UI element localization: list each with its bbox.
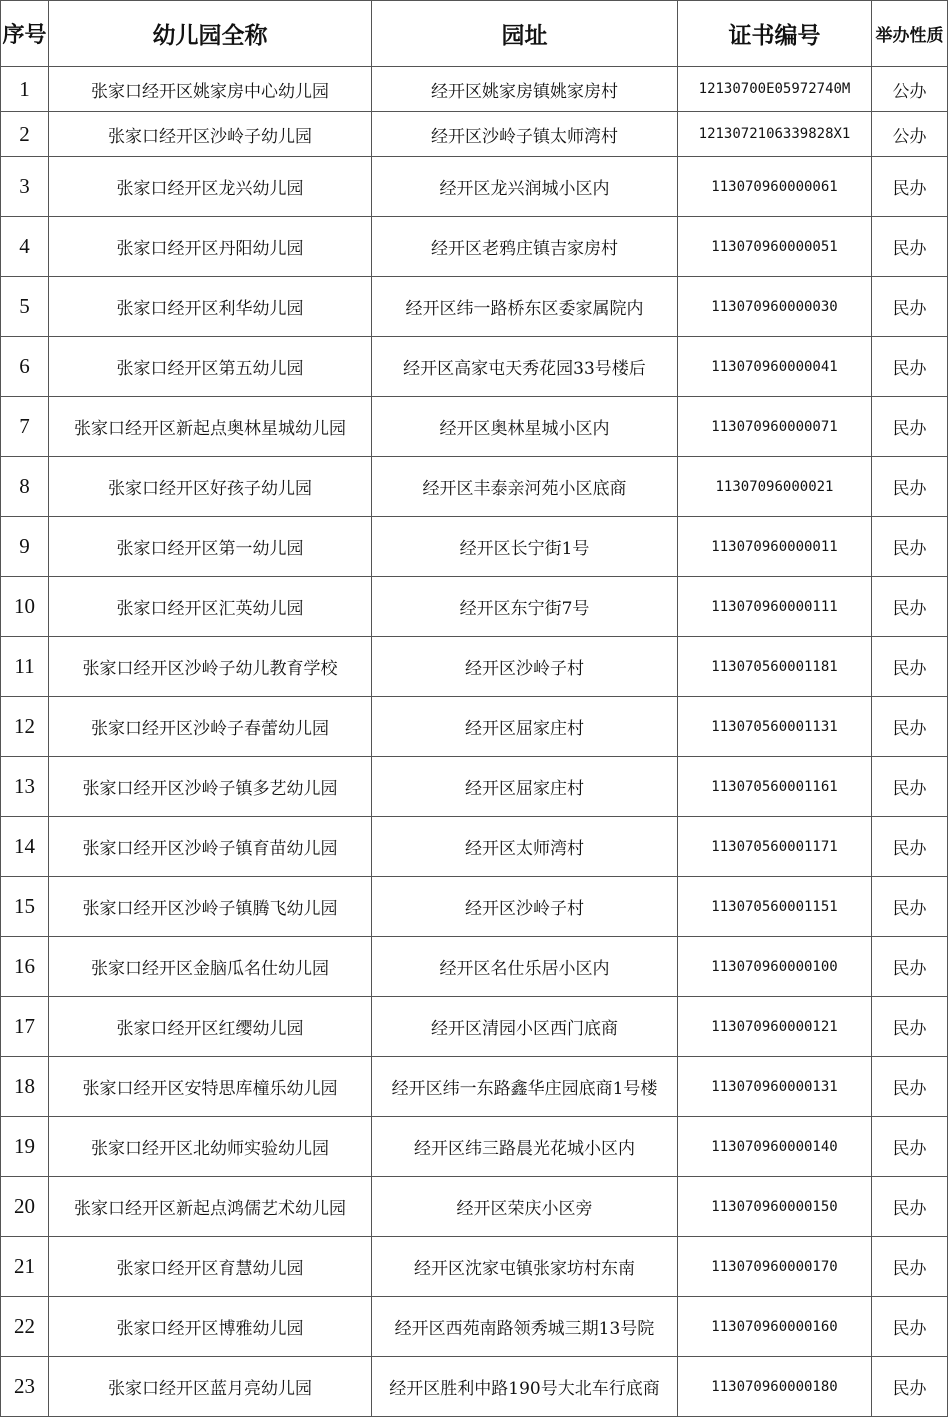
row-ownership-type: 民办 <box>872 457 948 517</box>
header-certificate-number: 证书编号 <box>678 1 872 67</box>
table-row <box>1 877 948 937</box>
row-address: 经开区丰泰亲河苑小区底商 <box>372 457 678 517</box>
row-kindergarten-name: 张家口经开区第一幼儿园 <box>49 517 372 577</box>
row-kindergarten-name: 张家口经开区汇英幼儿园 <box>49 577 372 637</box>
row-address: 经开区名仕乐居小区内 <box>372 937 678 997</box>
row-kindergarten-name: 张家口经开区北幼师实验幼儿园 <box>49 1117 372 1177</box>
row-certificate-number: 113070960000180 <box>678 1357 872 1417</box>
header-kindergarten-name: 幼儿园全称 <box>49 1 372 67</box>
header-serial-number: 序号 <box>1 1 49 67</box>
row-certificate-number: 121307210633982​8X1 <box>678 112 872 157</box>
row-ownership-type: 民办 <box>872 877 948 937</box>
row-kindergarten-name: 张家口经开区蓝月亮幼儿园 <box>49 1357 372 1417</box>
table-row <box>1 1057 948 1117</box>
row-address: 经开区胜利中路190号大北车行底商 <box>372 1357 678 1417</box>
table-row <box>1 217 948 277</box>
row-address: 经开区纬三路晨光花城小区内 <box>372 1117 678 1177</box>
row-certificate-number: 113070960000170 <box>678 1237 872 1297</box>
row-kindergarten-name: 张家口经开区新起点奥林星城幼儿园 <box>49 397 372 457</box>
row-serial-number: 19 <box>1 1117 49 1177</box>
row-certificate-number: 113070960000011 <box>678 517 872 577</box>
row-certificate-number: 113070960000111 <box>678 577 872 637</box>
row-ownership-type: 民办 <box>872 337 948 397</box>
row-kindergarten-name: 张家口经开区沙岭子幼儿园 <box>49 112 372 157</box>
row-certificate-number: 113070960000030 <box>678 277 872 337</box>
table-row <box>1 997 948 1057</box>
row-serial-number: 14 <box>1 817 49 877</box>
row-certificate-number: 113070560001151 <box>678 877 872 937</box>
row-kindergarten-name: 张家口经开区好孩子幼儿园 <box>49 457 372 517</box>
row-ownership-type: 公办 <box>872 112 948 157</box>
row-ownership-type: 民办 <box>872 277 948 337</box>
row-kindergarten-name: 张家口经开区沙岭子镇多艺幼儿园 <box>49 757 372 817</box>
row-address: 经开区沙岭子镇太师湾村 <box>372 112 678 157</box>
row-address: 经开区沙岭子村 <box>372 877 678 937</box>
row-certificate-number: 113070960000121 <box>678 997 872 1057</box>
table-header <box>1 1 948 67</box>
row-address: 经开区太师湾村 <box>372 817 678 877</box>
row-serial-number: 11 <box>1 637 49 697</box>
row-address: 经开区屈家庄村 <box>372 757 678 817</box>
row-ownership-type: 民办 <box>872 397 948 457</box>
row-serial-number: 17 <box>1 997 49 1057</box>
row-kindergarten-name: 张家口经开区沙岭子幼儿教育学校 <box>49 637 372 697</box>
row-address: 经开区长宁街1号 <box>372 517 678 577</box>
row-serial-number: 13 <box>1 757 49 817</box>
row-certificate-number: 113070960000071 <box>678 397 872 457</box>
row-address: 经开区纬一路桥东区委家属院内 <box>372 277 678 337</box>
table-row <box>1 1117 948 1177</box>
row-ownership-type: 民办 <box>872 817 948 877</box>
row-ownership-type: 民办 <box>872 757 948 817</box>
row-serial-number: 21 <box>1 1237 49 1297</box>
row-certificate-number: 113070960000051 <box>678 217 872 277</box>
row-certificate-number: 113070960000160 <box>678 1297 872 1357</box>
row-serial-number: 3 <box>1 157 49 217</box>
table-row <box>1 697 948 757</box>
row-ownership-type: 民办 <box>872 1177 948 1237</box>
row-ownership-type: 公办 <box>872 67 948 112</box>
row-certificate-number: 113070960000140 <box>678 1117 872 1177</box>
row-ownership-type: 民办 <box>872 937 948 997</box>
row-ownership-type: 民办 <box>872 157 948 217</box>
row-address: 经开区屈家庄村 <box>372 697 678 757</box>
row-kindergarten-name: 张家口经开区育慧幼儿园 <box>49 1237 372 1297</box>
table-row <box>1 1297 948 1357</box>
row-ownership-type: 民办 <box>872 637 948 697</box>
row-address: 经开区龙兴润城小区内 <box>372 157 678 217</box>
row-certificate-number: 113070560001181 <box>678 637 872 697</box>
row-serial-number: 23 <box>1 1357 49 1417</box>
row-serial-number: 1 <box>1 67 49 112</box>
row-kindergarten-name: 张家口经开区利华幼儿园 <box>49 277 372 337</box>
row-certificate-number: 12130700E05972740M <box>678 67 872 112</box>
row-certificate-number: 113070960000150 <box>678 1177 872 1237</box>
row-serial-number: 18 <box>1 1057 49 1117</box>
row-certificate-number: 113070560001131 <box>678 697 872 757</box>
row-serial-number: 20 <box>1 1177 49 1237</box>
row-serial-number: 15 <box>1 877 49 937</box>
row-certificate-number: 113070960000041 <box>678 337 872 397</box>
row-certificate-number: 11307096000021 <box>678 457 872 517</box>
row-kindergarten-name: 张家口经开区沙岭子镇育苗幼儿园 <box>49 817 372 877</box>
row-serial-number: 16 <box>1 937 49 997</box>
row-serial-number: 4 <box>1 217 49 277</box>
row-serial-number: 5 <box>1 277 49 337</box>
row-kindergarten-name: 张家口经开区红缨幼儿园 <box>49 997 372 1057</box>
header-address: 园址 <box>372 1 678 67</box>
row-certificate-number: 113070960000131 <box>678 1057 872 1117</box>
row-ownership-type: 民办 <box>872 217 948 277</box>
table-row <box>1 757 948 817</box>
table-row <box>1 577 948 637</box>
row-ownership-type: 民办 <box>872 697 948 757</box>
row-address: 经开区姚家房镇姚家房村 <box>372 67 678 112</box>
row-ownership-type: 民办 <box>872 997 948 1057</box>
row-serial-number: 8 <box>1 457 49 517</box>
row-kindergarten-name: 张家口经开区丹阳幼儿园 <box>49 217 372 277</box>
row-certificate-number: 113070960000100 <box>678 937 872 997</box>
row-ownership-type: 民办 <box>872 517 948 577</box>
table-row <box>1 112 948 157</box>
row-ownership-type: 民办 <box>872 1057 948 1117</box>
row-address: 经开区荣庆小区旁 <box>372 1177 678 1237</box>
row-address: 经开区沈家屯镇张家坊村东南 <box>372 1237 678 1297</box>
row-address: 经开区老鸦庄镇吉家房村 <box>372 217 678 277</box>
table-row <box>1 1237 948 1297</box>
row-serial-number: 2 <box>1 112 49 157</box>
row-certificate-number: 113070560001161 <box>678 757 872 817</box>
row-certificate-number: 113070960000061 <box>678 157 872 217</box>
table-row <box>1 817 948 877</box>
row-kindergarten-name: 张家口经开区第五幼儿园 <box>49 337 372 397</box>
row-ownership-type: 民办 <box>872 1357 948 1417</box>
table-row <box>1 67 948 112</box>
table-row <box>1 1357 948 1417</box>
row-serial-number: 12 <box>1 697 49 757</box>
row-address: 经开区清园小区西门底商 <box>372 997 678 1057</box>
table-row <box>1 637 948 697</box>
row-kindergarten-name: 张家口经开区沙岭子镇腾飞幼儿园 <box>49 877 372 937</box>
row-address: 经开区西苑南路领秀城三期13号院 <box>372 1297 678 1357</box>
row-address: 经开区高家屯天秀花园33号楼后 <box>372 337 678 397</box>
row-kindergarten-name: 张家口经开区新起点鸿儒艺术幼儿园 <box>49 1177 372 1237</box>
header-row <box>1 1 948 67</box>
row-kindergarten-name: 张家口经开区姚家房中心幼儿园 <box>49 67 372 112</box>
table-row <box>1 397 948 457</box>
row-ownership-type: 民办 <box>872 1237 948 1297</box>
table-row <box>1 1177 948 1237</box>
table-row <box>1 277 948 337</box>
row-ownership-type: 民办 <box>872 1117 948 1177</box>
row-address: 经开区东宁街7号 <box>372 577 678 637</box>
row-serial-number: 10 <box>1 577 49 637</box>
row-kindergarten-name: 张家口经开区博雅幼儿园 <box>49 1297 372 1357</box>
row-address: 经开区奥林星城小区内 <box>372 397 678 457</box>
row-certificate-number: 113070560001171 <box>678 817 872 877</box>
row-ownership-type: 民办 <box>872 577 948 637</box>
row-serial-number: 6 <box>1 337 49 397</box>
row-address: 经开区沙岭子村 <box>372 637 678 697</box>
header-ownership-type: 举办性质 <box>872 1 948 67</box>
row-serial-number: 9 <box>1 517 49 577</box>
row-address: 经开区纬一东路鑫华庄园底商1号楼 <box>372 1057 678 1117</box>
row-serial-number: 7 <box>1 397 49 457</box>
table-row <box>1 337 948 397</box>
row-serial-number: 22 <box>1 1297 49 1357</box>
row-kindergarten-name: 张家口经开区金脑瓜名仕幼儿园 <box>49 937 372 997</box>
table-row <box>1 517 948 577</box>
table-body <box>1 67 948 1417</box>
row-kindergarten-name: 张家口经开区安特思库橦乐幼儿园 <box>49 1057 372 1117</box>
row-kindergarten-name: 张家口经开区龙兴幼儿园 <box>49 157 372 217</box>
row-ownership-type: 民办 <box>872 1297 948 1357</box>
table-row <box>1 457 948 517</box>
table-row <box>1 157 948 217</box>
table-row <box>1 937 948 997</box>
row-kindergarten-name: 张家口经开区沙岭子春蕾幼儿园 <box>49 697 372 757</box>
